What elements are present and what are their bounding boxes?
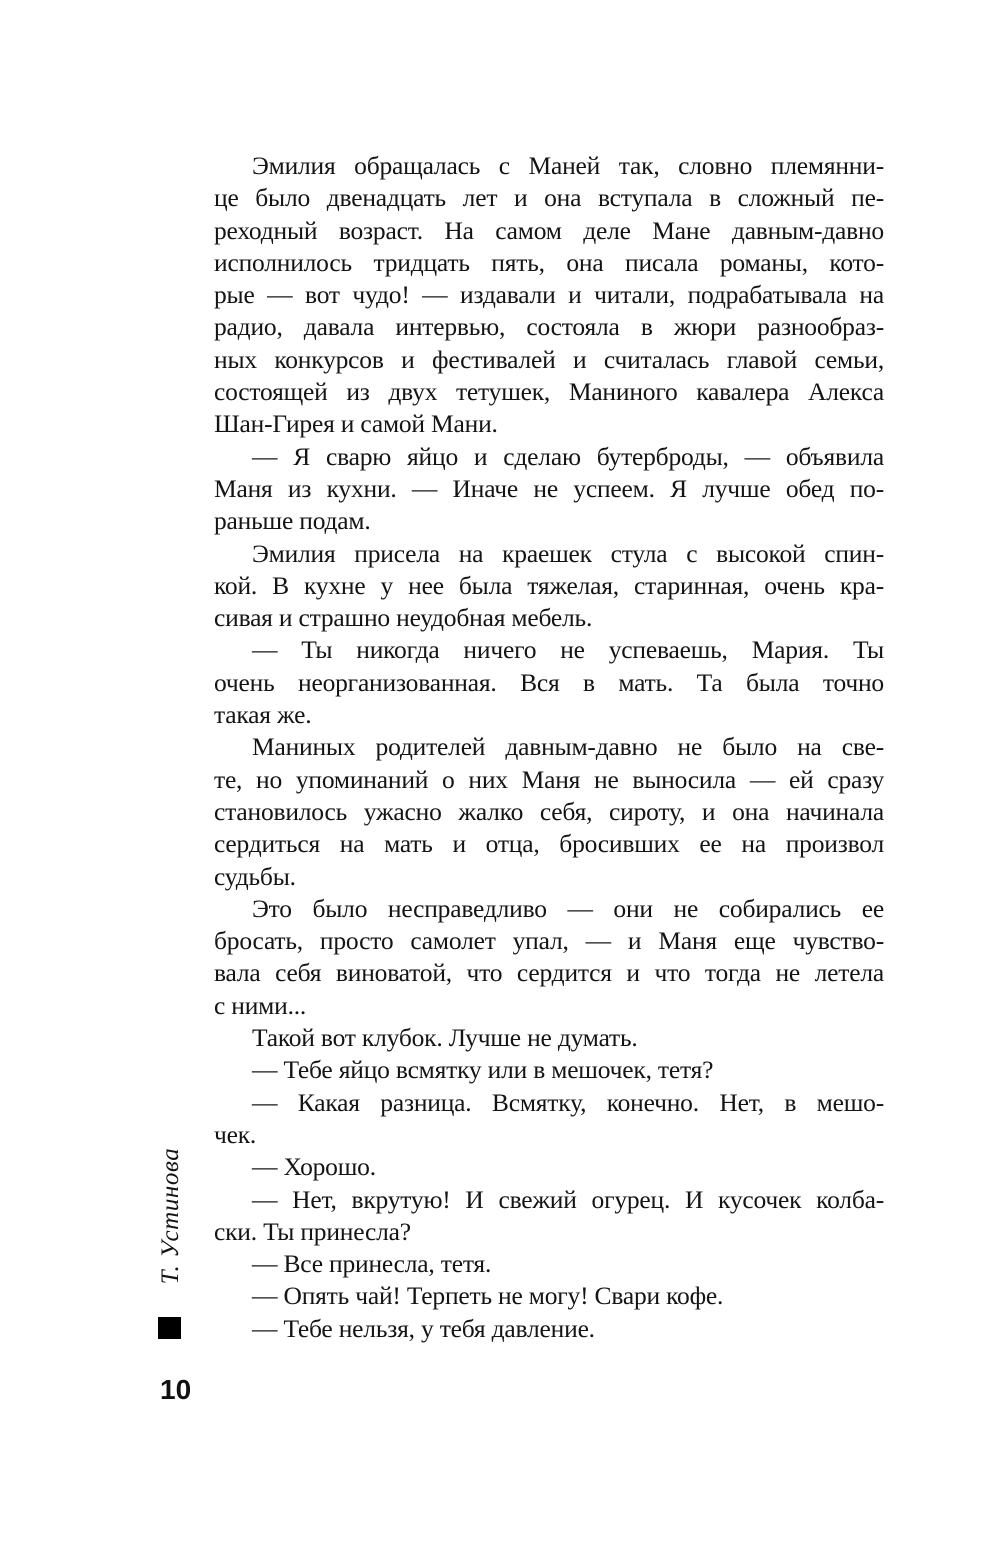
text-line: Эмилия обращалась с Маней так, словно племянни- [252,151,884,180]
author-vertical-label: Т. Устинова [157,1147,184,1285]
paragraph [214,538,884,635]
text-line: очень неорганизованная. Вся в мать. Та была точно [214,667,884,697]
text-line: Шан-Гирея и самой Мани. [214,409,498,439]
section-marker-square [158,1317,181,1339]
text-line: те, но упоминаний о них Маня не выносила — ей сразу [214,764,884,794]
page-number: 10 [160,1374,192,1405]
paragraph [214,1184,884,1249]
paragraph [214,893,884,1022]
paragraph [214,1151,884,1183]
text-line: становилось ужасно жалко себя, сироту, и она начинала [214,796,884,826]
text-line: с ними... [214,990,307,1020]
text-line: Маня из кухни. — Иначе не успеем. Я лучше обед по- [214,473,884,503]
text-line: сердиться на мать и отца, бросивших ее на произвол [214,829,884,859]
text-line: це было двенадцать лет и она вступала в сложный пе- [214,183,884,213]
text-line: кой. В кухне у нее была тяжелая, старинная, очень кра- [214,570,884,600]
text-line: состоящей из двух тетушек, Маниного кавалера Алекса [214,377,884,407]
text-block [214,150,884,1345]
paragraph [214,441,884,538]
text-line: Эмилия присела на краешек стула с высокой спин- [252,538,884,568]
paragraph [214,1087,884,1152]
paragraph [214,634,884,731]
paragraph [214,1248,884,1280]
text-line: вала себя виноватой, что сердится и что тогда не летела [214,958,884,988]
paragraph [214,731,884,892]
text-line: судьбы. [214,861,296,891]
text-line: — Все принесла, тетя. [252,1249,492,1279]
text-line: — Нет, вкрутую! И свежий огурец. И кусочек колба- [252,1184,884,1214]
text-line: исполнилось тридцать пять, она писала романы, кото- [214,247,884,277]
text-line: рые — вот чудо! — издавали и читали, подрабатывала на [214,280,884,310]
text-line: — Опять чай! Терпеть не могу! Свари кофе. [252,1281,724,1311]
text-line: Это было несправедливо — они не собирались ее [252,893,884,923]
text-line: — Какая разница. Всмятку, конечно. Нет, в мешо- [252,1087,884,1117]
paragraph [214,150,884,441]
text-line: ски. Ты принесла? [214,1216,411,1246]
paragraph [214,1280,884,1312]
paragraph [214,1022,884,1054]
text-line: бросать, просто самолет упал, — и Маня еще чувство- [214,926,884,956]
text-line: радио, давала интервью, состояла в жюри разнообраз- [214,312,884,342]
text-line: сивая и страшно неудобная мебель. [214,603,593,633]
text-line: реходный возраст. На самом деле Мане давным-давно [214,215,884,245]
text-line: ных конкурсов и фестивалей и считалась главой семьи, [214,344,884,374]
text-line: раньше подам. [214,506,371,536]
paragraph [214,1313,884,1345]
text-line: — Я сварю яйцо и сделаю бутерброды, — объявила [252,441,884,471]
text-line: — Тебе яйцо всмятку или в мешочек, тетя? [252,1055,714,1085]
text-line: чек. [214,1119,257,1149]
text-line: — Ты никогда ничего не успеваешь, Мария. Ты [252,635,884,665]
text-line: Такой вот клубок. Лучше не думать. [252,1023,638,1053]
text-line: такая же. [214,700,312,730]
text-line: — Хорошо. [252,1152,376,1182]
text-line: Маниных родителей давным-давно не было на све- [252,732,884,762]
text-line: — Тебе нельзя, у тебя давление. [252,1313,595,1343]
paragraph [214,1054,884,1086]
